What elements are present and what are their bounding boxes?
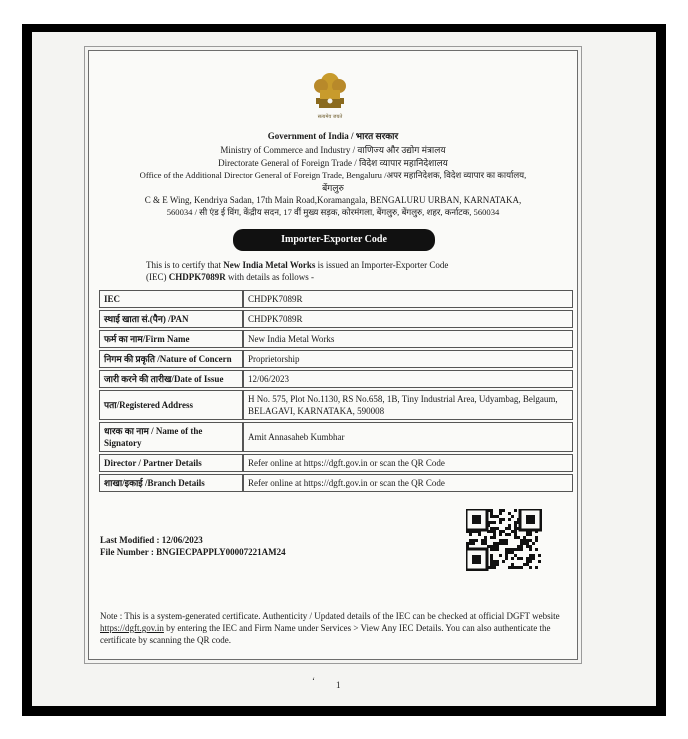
certificate-title: Importer-Exporter Code bbox=[233, 229, 435, 251]
detail-value: Amit Annasaheb Kumbhar bbox=[243, 422, 573, 452]
page-number: 1 bbox=[336, 680, 341, 690]
detail-label: फर्म का नाम/Firm Name bbox=[99, 330, 243, 348]
national-emblem-icon bbox=[310, 68, 350, 124]
detail-value: CHDPK7089R bbox=[243, 290, 573, 308]
emblem-motto: सत्यमेव जयते bbox=[317, 114, 343, 120]
detail-label: पता/Registered Address bbox=[99, 390, 243, 420]
address-line-2: 560034 / सी एंड ई विंग, केंद्रीय सदन, 17 वीं मुख्य सड़क, कोरमंगला, बेंगलुरु, बेंगलुरु, शहर, कर्नाटक, 560034 bbox=[166, 207, 500, 217]
detail-row bbox=[99, 370, 573, 388]
government-line: Government of India / भारत सरकार bbox=[267, 131, 399, 141]
detail-label: धारक का नाम / Name of the Signatory bbox=[99, 422, 243, 452]
tick-mark: ʻ bbox=[312, 676, 315, 686]
detail-row bbox=[99, 474, 573, 492]
directorate-line: Directorate General of Foreign Trade / विदेश व्यापार महानिदेशालय bbox=[218, 158, 448, 168]
office-line-2: बेंगलुरु bbox=[322, 183, 344, 193]
note-text: Note : This is a system-generated certificate. Authenticity / Updated details of the IEC can be checked at official DGFT website https://dgft.gov.in by entering the IEC and Firm Name under Services > View Any IEC Details. You can also authenticate the certificate by scanning the QR code. bbox=[100, 611, 560, 645]
detail-value: New India Metal Works bbox=[243, 330, 573, 348]
detail-row bbox=[99, 330, 573, 348]
detail-value: CHDPK7089R bbox=[243, 310, 573, 328]
detail-row bbox=[99, 390, 573, 420]
detail-label: निगम की प्रकृति /Nature of Concern bbox=[99, 350, 243, 368]
last-modified: Last Modified : 12/06/2023 bbox=[100, 535, 203, 545]
ministry-line: Ministry of Commerce and Industry / वाणिज्य और उद्योग मंत्रालय bbox=[220, 145, 446, 155]
address-line-1: C & E Wing, Kendriya Sadan, 17th Main Road,Koramangala, BENGALURU URBAN, KARNATAKA, bbox=[144, 195, 522, 205]
details-table bbox=[99, 288, 573, 494]
detail-label: जारी करने की तारीख/Date of Issue bbox=[99, 370, 243, 388]
detail-label: स्थाई खाता सं.(पैन) /PAN bbox=[99, 310, 243, 328]
qr-code-icon[interactable] bbox=[466, 509, 542, 571]
file-number: File Number : BNGIECPAPPLY00007221AM24 bbox=[100, 547, 286, 557]
detail-label: शाखा/इकाई /Branch Details bbox=[99, 474, 243, 492]
detail-value: 12/06/2023 bbox=[243, 370, 573, 388]
detail-value: Refer online at https://dgft.gov.in or scan the QR Code bbox=[243, 474, 573, 492]
detail-value: H No. 575, Plot No.1130, RS No.658, 1B, Tiny Industrial Area, Udyambag, Belgaum, BELAGAVI, KARNATAKA, 590008 bbox=[243, 390, 573, 420]
dgft-link[interactable]: https://dgft.gov.in bbox=[100, 623, 164, 633]
certify-statement: This is to certify that New India Metal Works is issued an Importer-Exporter Code (IEC) CHDPK7089R with details as follows - bbox=[146, 260, 449, 282]
detail-label: Director / Partner Details bbox=[99, 454, 243, 472]
detail-row bbox=[99, 290, 573, 308]
detail-value: Proprietorship bbox=[243, 350, 573, 368]
detail-row bbox=[99, 310, 573, 328]
detail-value: Refer online at https://dgft.gov.in or scan the QR Code bbox=[243, 454, 573, 472]
detail-row bbox=[99, 422, 573, 452]
office-line-1: Office of the Additional Director General of Foreign Trade, Bengaluru /अपर महानिदेशक, विदेश व्यापार का कार्यालय, bbox=[139, 170, 527, 180]
detail-row bbox=[99, 454, 573, 472]
detail-row bbox=[99, 350, 573, 368]
detail-label: IEC bbox=[99, 290, 243, 308]
